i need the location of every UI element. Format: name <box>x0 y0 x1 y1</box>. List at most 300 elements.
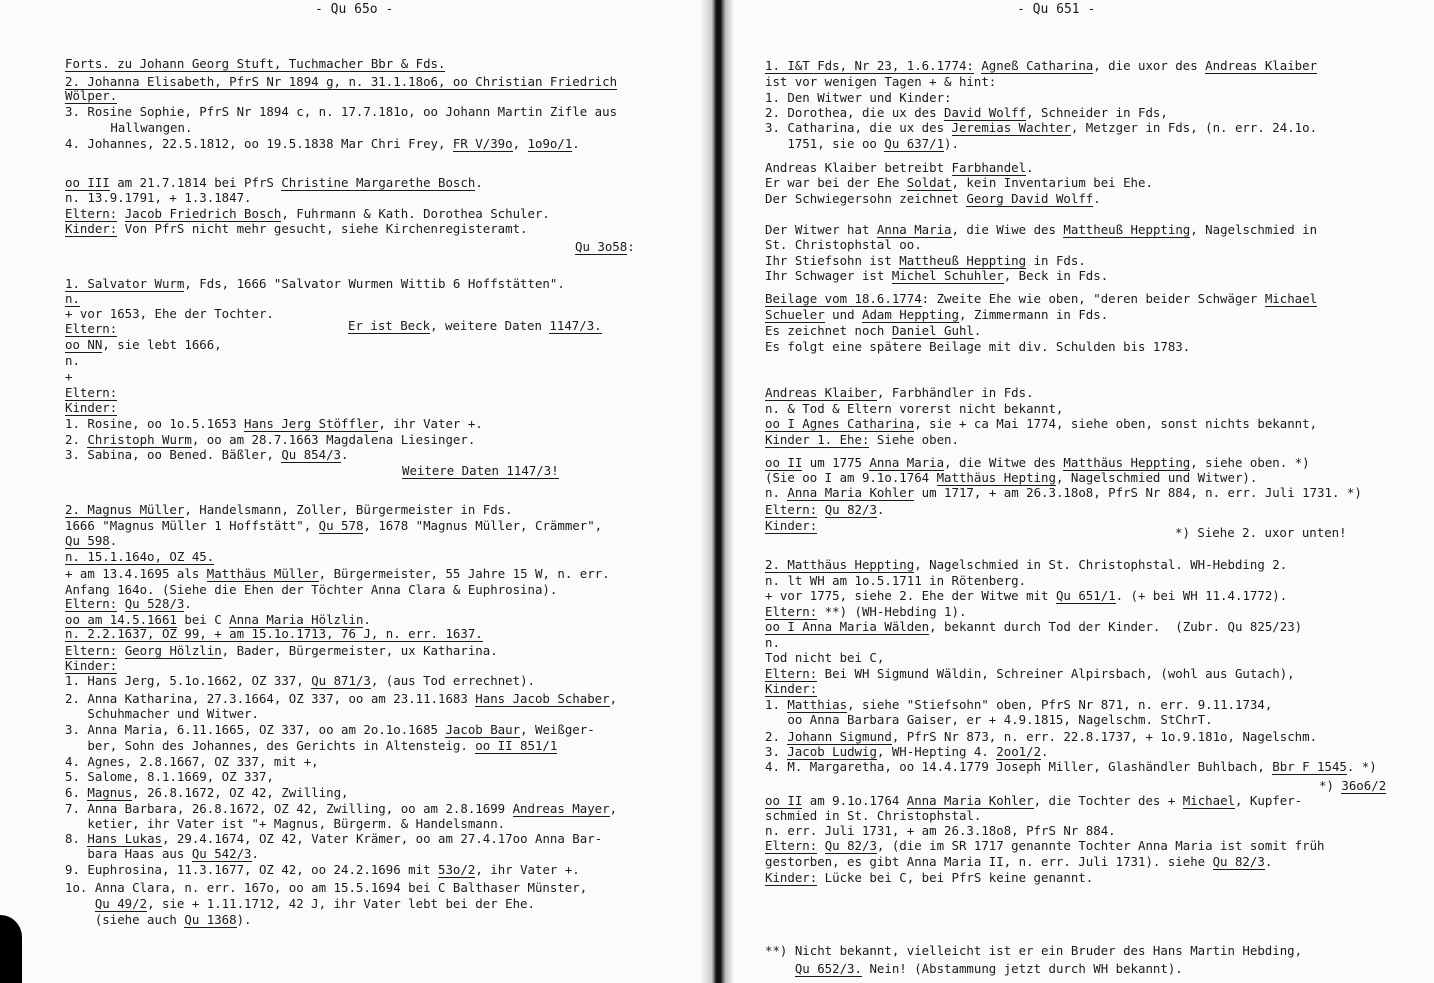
left-text-line <box>65 276 565 291</box>
text-segment: , PfrS Nr 873, n. err. 22.8.1737, + 1o.9.181o, Nagelschm. <box>891 729 1318 744</box>
right-text-line <box>765 759 1377 774</box>
left-text-line <box>348 318 602 333</box>
underlined-text: Andreas Klaiber <box>1205 58 1318 73</box>
text-segment: am 9.1o.1764 <box>802 793 907 808</box>
left-text-line <box>65 136 580 151</box>
left-text-line <box>65 88 117 103</box>
text-segment: , Weißger- <box>520 722 595 737</box>
text-segment: **) Nicht bekannt, vielleicht ist er ein Bruder des Hans Martin Hebding, <box>765 943 1303 958</box>
left-text-line <box>65 596 192 611</box>
text-segment: Siehe oben. <box>869 432 959 447</box>
text-segment: Ihr Stiefsohn ist <box>765 253 900 268</box>
left-text-line <box>65 880 587 895</box>
text-segment: Nein! (Abstammung jetzt durch WH bekannt). <box>861 961 1183 976</box>
underlined-text: oo am 14.5.1661 <box>65 612 177 627</box>
text-segment: ber, Sohn des Johannes, des Gerichts in Altensteig. <box>65 738 476 753</box>
left-text-line <box>65 175 483 190</box>
text-segment: , kein Inventarium bei Ehe. <box>951 175 1153 190</box>
page-number-left: - Qu 65o - <box>315 2 394 17</box>
left-text-line <box>65 447 349 462</box>
text-segment: 5. Salome, 8.1.1669, OZ 337, <box>65 769 274 784</box>
underlined-text: Eltern: <box>65 596 118 611</box>
underlined-text: Jacob Baur <box>445 722 521 737</box>
text-segment: , sie lebt 1666, <box>102 337 222 352</box>
text-segment: n. lt WH am 1o.5.1711 in Rötenberg. <box>765 573 1027 588</box>
right-text-line <box>765 74 996 89</box>
underlined-text: Kinder: <box>765 518 818 533</box>
underlined-text: Jeremias Wachter <box>951 120 1071 135</box>
underlined-text: Qu 652/3. <box>794 961 862 976</box>
underlined-text: Forts. zu Johann Georg Stuft, Tuchmacher Bbr & Fds. <box>65 56 446 71</box>
underlined-text: Qu 651/1 <box>1055 588 1116 603</box>
underlined-text: Hans Lukas <box>87 831 162 846</box>
text-segment: ist vor wenigen Tagen + & hint: <box>765 74 997 89</box>
text-segment: am 21.7.1814 bei PfrS <box>109 175 282 190</box>
underlined-text: Eltern: <box>65 643 118 658</box>
left-text-line <box>65 518 602 533</box>
right-text-line <box>765 191 1101 206</box>
underlined-text: n. 15.1.164o, OZ 45. <box>65 549 215 564</box>
right-text-line <box>765 650 884 665</box>
text-segment: , 26.8.1672, OZ 42, Zwilling, <box>132 785 349 800</box>
underlined-text: Anna Maria Hölzlin <box>229 612 364 627</box>
underlined-text: Christoph Wurm <box>87 432 192 447</box>
underlined-text: Qu 528/3 <box>124 596 185 611</box>
left-text-line <box>65 549 214 564</box>
underlined-text: 2oo1/2 <box>996 744 1042 759</box>
underlined-text: Georg David Wolff <box>966 191 1094 206</box>
left-text-line <box>65 706 259 721</box>
underlined-text: Kinder 1. Ehe: <box>765 432 870 447</box>
underlined-text: Georg Hölzlin <box>124 643 222 658</box>
text-segment: 1. Hans Jerg, 5.1o.1662, OZ 337, <box>65 673 312 688</box>
text-segment: bei C <box>176 612 230 627</box>
text-segment: 4. Johannes, 22.5.1812, oo 19.5.1838 Mar Chri Frey, <box>65 136 453 151</box>
text-segment: . <box>572 136 580 151</box>
underlined-text: 2. Johanna Elisabeth, PfrS Nr 1894 g, n. 31.1.18o6, oo Christian Friedrich <box>65 74 618 89</box>
text-segment: 6. <box>65 785 88 800</box>
left-text-line <box>65 337 222 352</box>
text-segment: , WH-Hepting 4. <box>876 744 997 759</box>
right-text-line <box>765 268 1108 283</box>
right-text-line <box>765 432 959 447</box>
right-text-line <box>765 697 1272 712</box>
text-segment: in Fds. <box>1026 253 1086 268</box>
text-segment: , die Tochter des + <box>1033 793 1183 808</box>
underlined-text: Anna Maria Kohler <box>787 485 915 500</box>
text-segment: **) (WH-Hebding 1). <box>817 604 967 619</box>
right-text-line <box>765 712 1213 727</box>
text-segment: . <box>1264 854 1273 869</box>
underlined-text: Eltern: <box>65 321 118 336</box>
text-segment: und <box>824 307 862 322</box>
underlined-text: Qu 871/3 <box>311 673 371 688</box>
left-text-line <box>65 502 513 517</box>
underlined-text: Mattheuß Heppting <box>899 253 1027 268</box>
left-text-line <box>65 722 595 737</box>
text-segment: 3. Rosine Sophie, PfrS Nr 1894 c, n. 17.7.181o, oo Johann Martin Zifle aus <box>65 104 618 119</box>
text-segment: , Farbhändler in Fds. <box>876 385 1034 400</box>
text-segment: . <box>184 596 192 611</box>
text-segment <box>817 502 824 517</box>
text-segment: Ihr Schwager ist <box>765 268 892 283</box>
text-segment: um 1717, + am 26.3.18o8, PfrS Nr 884, n. err. Juli 1731. *) <box>914 485 1362 500</box>
right-text-line <box>765 160 1034 175</box>
right-text-line <box>765 323 981 338</box>
text-segment <box>65 896 95 911</box>
text-segment: *) Siehe 2. uxor unten! <box>1175 525 1347 540</box>
underlined-text: oo NN <box>65 337 103 352</box>
right-text-line <box>1319 778 1386 793</box>
left-text-line <box>65 738 557 753</box>
right-text-line <box>765 619 1302 634</box>
right-text-line <box>765 470 1257 485</box>
right-text-line <box>1175 525 1347 540</box>
text-segment: 1o. Anna Clara, n. err. 167o, oo am 15.5.1694 bei C Balthaser Münster, <box>65 880 588 895</box>
text-segment: 8. <box>65 831 88 846</box>
right-text-line <box>765 222 1317 237</box>
text-segment: , siehe "Stiefsohn" oben, PfrS Nr 871, n. err. 9.11.1734, <box>847 697 1273 712</box>
underlined-text: 53o/2 <box>438 862 476 877</box>
right-text-line <box>765 635 780 650</box>
underlined-text: n. <box>65 291 80 306</box>
underlined-text: Hans Jacob Schaber <box>475 691 610 706</box>
text-segment: n. & Tod & Eltern vorerst nicht bekannt, <box>765 401 1064 416</box>
right-text-line <box>765 588 1287 603</box>
right-text-line <box>765 666 1295 681</box>
text-segment: Der Schwiegersohn zeichnet <box>765 191 967 206</box>
text-segment: n. <box>65 353 80 368</box>
underlined-text: 36o6/2 <box>1341 778 1387 793</box>
underlined-text: 1. I&T Fds, Nr 23, 1.6.1774: <box>765 58 974 73</box>
text-segment: 3. Catharina, die ux des <box>765 120 952 135</box>
text-segment: 3. Sabina, oo Bened. Bäßler, <box>65 447 282 462</box>
underlined-text: Qu 3o58 <box>575 239 628 254</box>
text-segment: , Bürgermeister, 55 Jahre 15 W, n. err. <box>318 566 610 581</box>
text-segment: , (die im SR 1717 genannte Tochter Anna Maria ist somit früh <box>876 838 1325 853</box>
right-text-line <box>765 253 1086 268</box>
left-text-line <box>65 785 349 800</box>
book-spine-shadow <box>700 0 734 983</box>
right-text-line <box>765 729 1317 744</box>
underlined-text: Er ist Beck <box>348 318 431 333</box>
text-segment: 7. Anna Barbara, 26.8.1672, OZ 42, Zwilling, oo am 2.8.1699 <box>65 801 513 816</box>
right-text-line <box>765 90 952 105</box>
underlined-text: Kinder: <box>65 400 118 415</box>
right-text-line <box>765 854 1272 869</box>
underlined-text: Qu 82/3 <box>1212 854 1265 869</box>
left-text-line <box>65 291 80 306</box>
right-text-line <box>765 58 1317 73</box>
text-segment: Es folgt eine spätere Beilage mit div. Schulden bis 1783. <box>765 339 1191 354</box>
left-text-line <box>575 239 635 254</box>
underlined-text: Jacob Friedrich Bosch <box>124 206 282 221</box>
text-segment: schmied in St. Christophstal. <box>765 808 982 823</box>
underlined-text: Magnus <box>87 785 133 800</box>
text-segment: , Schneider in Fds, <box>1026 105 1168 120</box>
text-segment: 1666 "Magnus Müller 1 Hoffstätt", <box>65 518 319 533</box>
text-segment: . <box>475 175 483 190</box>
text-segment: 3. <box>765 744 788 759</box>
underlined-text: n. 2.2.1637, OZ 99, + am 15.1o.1713, 76 J, n. err. 1637. <box>65 626 483 641</box>
left-text-line <box>65 896 535 911</box>
text-segment: . <box>973 323 982 338</box>
right-text-line <box>765 793 1302 808</box>
text-segment: 1. Den Witwer und Kinder: <box>765 90 952 105</box>
left-text-line <box>88 120 192 135</box>
underlined-text: Daniel Guhl <box>891 323 974 338</box>
right-text-line <box>765 681 817 696</box>
underlined-text: Qu 854/3 <box>281 447 342 462</box>
text-segment: . <box>363 612 371 627</box>
right-text-line <box>765 237 922 252</box>
text-segment: , Bader, Bürgermeister, ux Katharina. <box>221 643 498 658</box>
text-segment: . <box>341 447 349 462</box>
text-segment: , <box>609 801 618 816</box>
text-segment: , weitere Daten <box>430 318 550 333</box>
underlined-text: 1o9o/1 <box>527 136 573 151</box>
underlined-text: Anna Maria Kohler <box>906 793 1034 808</box>
text-segment: , ihr Vater +. <box>475 862 580 877</box>
right-text-line <box>765 870 1093 885</box>
underlined-text: Qu 578 <box>318 518 364 533</box>
underlined-text: FR V/39o <box>452 136 513 151</box>
text-segment <box>117 206 124 221</box>
left-text-line <box>65 221 528 236</box>
text-segment: Tod nicht bei C, <box>765 650 885 665</box>
text-segment: . <box>1026 160 1034 175</box>
text-segment: , ihr Vater +. <box>378 416 483 431</box>
left-text-line <box>65 769 274 784</box>
text-segment: , 1678 "Magnus Müller, Crämmer", <box>363 518 603 533</box>
left-text-line <box>65 566 610 581</box>
underlined-text: oo I Anna Maria Wälden <box>765 619 930 634</box>
underlined-text: Kinder: <box>65 221 118 236</box>
text-segment: ). <box>236 912 252 927</box>
left-text-line <box>65 190 252 205</box>
text-segment: ). <box>944 136 959 151</box>
underlined-text: Michael <box>1264 291 1318 306</box>
underlined-text: Soldat <box>906 175 952 190</box>
right-text-line <box>765 385 1034 400</box>
text-segment: , 29.4.1674, OZ 42, Vater Krämer, oo am 27.4.17oo Anna Bar- <box>162 831 603 846</box>
left-text-line <box>65 582 557 597</box>
underlined-text: Qu 637/1 <box>884 136 945 151</box>
text-segment: St. Christophstal oo. <box>765 237 922 252</box>
underlined-text: Anna Maria <box>876 222 952 237</box>
underlined-text: Mattheuß Heppting <box>1063 222 1191 237</box>
right-text-line <box>765 401 1063 416</box>
text-segment: , oo am 28.7.1663 Magdalena Liesinger. <box>191 432 476 447</box>
text-segment: + am 13.4.1695 als <box>65 566 207 581</box>
left-text-line <box>65 626 483 641</box>
left-text-line <box>65 846 259 861</box>
text-segment: , Nagelschmied und Witwer). <box>1055 470 1258 485</box>
underlined-text: oo II <box>765 793 803 808</box>
underlined-text: Wölper. <box>65 88 118 103</box>
text-segment: n. 13.9.1791, + 1.3.1847. <box>65 190 252 205</box>
text-segment: oo Anna Barbara Gaiser, er + 4.9.1815, Nagelschm. StChrT. <box>765 712 1213 727</box>
text-segment: Andreas Klaiber betreibt <box>765 160 952 175</box>
right-text-line <box>765 961 1183 976</box>
text-segment: + vor 1775, siehe 2. Ehe der Witwe mit <box>765 588 1056 603</box>
text-segment <box>817 838 824 853</box>
right-text-line <box>765 604 966 619</box>
right-text-line <box>765 823 1116 838</box>
text-segment: 4. Agnes, 2.8.1667, OZ 337, mit +, <box>65 754 319 769</box>
underlined-text: Qu 82/3 <box>824 838 877 853</box>
underlined-text: 1. Salvator Wurm <box>65 276 185 291</box>
text-segment: , Zimmermann in Fds. <box>958 307 1109 322</box>
right-text-line <box>765 136 959 151</box>
left-text-line <box>65 321 117 336</box>
text-segment: : Zweite Ehe wie oben, "deren beider Schwäger <box>921 291 1265 306</box>
underlined-text: Qu 1368 <box>184 912 237 927</box>
underlined-text: Farbhandel <box>951 160 1027 175</box>
text-segment: , sie + 1.11.1712, 42 J, ihr Vater lebt bei der Ehe. <box>147 896 535 911</box>
underlined-text: Qu 82/3 <box>824 502 877 517</box>
right-text-line <box>765 416 1317 431</box>
right-text-line <box>765 307 1108 322</box>
underlined-text: 1147/3. <box>549 318 602 333</box>
right-text-line <box>765 339 1190 354</box>
right-text-line <box>765 485 1362 500</box>
underlined-text: Adam Heppting <box>862 307 959 322</box>
left-text-line <box>65 416 483 431</box>
right-text-line <box>765 808 981 823</box>
page-number-right: - Qu 651 - <box>1017 2 1096 17</box>
text-segment: . *) <box>1346 759 1377 774</box>
text-segment: , die uxor des <box>1093 58 1206 73</box>
text-segment <box>117 596 124 611</box>
text-segment: 3. Anna Maria, 6.11.1665, OZ 337, oo am 2o.1o.1685 <box>65 722 446 737</box>
underlined-text: Kinder: <box>65 658 118 673</box>
text-segment: 2. <box>765 729 788 744</box>
left-text-line <box>65 816 505 831</box>
underlined-text: 2. Matthäus Heppting <box>765 557 915 572</box>
left-text-line <box>65 400 117 415</box>
underlined-text: Qu 542/3 <box>191 846 252 861</box>
left-text-line <box>65 912 252 927</box>
underlined-text: Michael <box>1182 793 1235 808</box>
text-segment: Anfang 164o. (Siehe die Ehen der Töchter Anna Clara & Euphrosina). <box>65 582 558 597</box>
left-text-line <box>65 385 117 400</box>
text-segment: , Fds, 1666 "Salvator Wurmen Wittib 6 Hoffstätten". <box>184 276 565 291</box>
text-segment: . <box>1041 744 1049 759</box>
text-segment: , <box>609 691 618 706</box>
text-segment: , siehe oben. *) <box>1190 455 1310 470</box>
text-segment: . <box>876 502 885 517</box>
text-segment: 1751, sie oo <box>765 136 885 151</box>
underlined-text: oo II 851/1 <box>475 738 558 753</box>
text-segment: + vor 1653, Ehe der Tochter. <box>65 306 274 321</box>
left-text-line <box>402 463 559 478</box>
text-segment: Hallwangen. <box>88 120 193 135</box>
underlined-text: Hans Jerg Stöffler <box>244 416 379 431</box>
underlined-text: Kinder: <box>765 870 818 885</box>
underlined-text: Eltern: <box>765 838 818 853</box>
underlined-text: Qu 49/2 <box>94 896 148 911</box>
underlined-text: Anna Maria <box>869 455 945 470</box>
left-text-line <box>65 206 550 221</box>
underlined-text: Agneß Catharina <box>981 58 1094 73</box>
left-page <box>0 0 712 983</box>
right-text-line <box>765 105 1168 120</box>
text-segment: , <box>512 136 528 151</box>
underlined-text: Andreas Klaiber <box>765 385 877 400</box>
text-segment: , (aus Tod errechnet). <box>370 673 535 688</box>
text-segment: Der Witwer hat <box>765 222 877 237</box>
text-segment: 4. M. Margaretha, oo 14.4.1779 Joseph Miller, Glashändler Buhlbach, <box>765 759 1273 774</box>
text-segment: n. <box>765 485 788 500</box>
text-segment <box>765 961 795 976</box>
underlined-text: oo III <box>65 175 110 190</box>
right-text-line <box>765 455 1310 470</box>
right-text-line <box>765 557 1287 572</box>
underlined-text: Jacob Ludwig <box>787 744 877 759</box>
underlined-text: Matthäus Heppting <box>1063 455 1191 470</box>
left-text-line <box>65 74 617 89</box>
right-text-line <box>765 838 1325 853</box>
left-text-line <box>65 658 117 673</box>
left-text-line <box>65 862 580 877</box>
underlined-text: Eltern: <box>65 206 118 221</box>
text-segment: um 1775 <box>802 455 870 470</box>
text-segment: , Metzger in Fds, (n. err. 24.1o. <box>1070 120 1318 135</box>
underlined-text: Matthäus Müller <box>206 566 319 581</box>
text-segment: Schuhmacher und Witwer. <box>65 706 259 721</box>
underlined-text: Eltern: <box>765 502 818 517</box>
left-text-line <box>65 643 498 658</box>
text-segment: + <box>65 369 73 384</box>
underlined-text: Andreas Mayer <box>512 801 610 816</box>
underlined-text: Johann Sigmund <box>787 729 892 744</box>
text-segment: , die Witwe des <box>944 455 1064 470</box>
left-text-line <box>65 353 80 368</box>
text-segment: 2. <box>65 432 88 447</box>
right-text-line <box>765 943 1302 958</box>
text-segment: n. err. Juli 1731, + am 26.3.18o8, PfrS Nr 884. <box>765 823 1116 838</box>
text-segment: (siehe auch <box>65 912 185 927</box>
text-segment: , Nagelschmied in St. Christophstal. WH-Hebding 2. <box>914 557 1288 572</box>
right-text-line <box>765 175 1153 190</box>
text-segment: , sie + ca Mai 1774, siehe oben, sonst nichts bekannt, <box>914 416 1318 431</box>
text-segment: 2. Dorothea, die ux des <box>765 105 945 120</box>
underlined-text: Weitere Daten 1147/3! <box>402 463 559 478</box>
underlined-text: Christine Margarethe Bosch <box>281 175 476 190</box>
underlined-text: Schueler <box>765 307 825 322</box>
text-segment: , Fuhrmann & Kath. Dorothea Schuler. <box>281 206 550 221</box>
underlined-text: Matthäus Hepting <box>936 470 1056 485</box>
text-segment: 2. Anna Katharina, 27.3.1664, OZ 337, oo am 23.11.1683 <box>65 691 476 706</box>
left-text-line <box>65 104 617 119</box>
underlined-text: Eltern: <box>765 604 818 619</box>
underlined-text: Bbr F 1545 <box>1272 759 1347 774</box>
right-text-line <box>765 291 1317 306</box>
text-segment: (Sie oo I am 9.1o.1764 <box>765 470 937 485</box>
left-text-line <box>65 673 535 688</box>
text-segment: Bei WH Sigmund Wäldin, Schreiner Alpirsbach, (wohl aus Gutach), <box>817 666 1295 681</box>
text-segment: ketier, ihr Vater ist "+ Magnus, Bürgerm. & Handelsmann. <box>65 816 506 831</box>
underlined-text: Michel Schuhler <box>891 268 1004 283</box>
left-text-line <box>65 432 475 447</box>
left-text-line <box>65 801 617 816</box>
text-segment: . <box>251 846 259 861</box>
text-segment: , Kupfer- <box>1235 793 1303 808</box>
text-segment: 9. Euphrosina, 11.3.1677, OZ 42, oo 24.2.1696 mit <box>65 862 438 877</box>
text-segment: , Handelsmann, Zoller, Bürgermeister in Fds. <box>184 502 513 517</box>
text-segment: , bekannt durch Tod der Kinder. (Zubr. Qu 825/23) <box>929 619 1303 634</box>
